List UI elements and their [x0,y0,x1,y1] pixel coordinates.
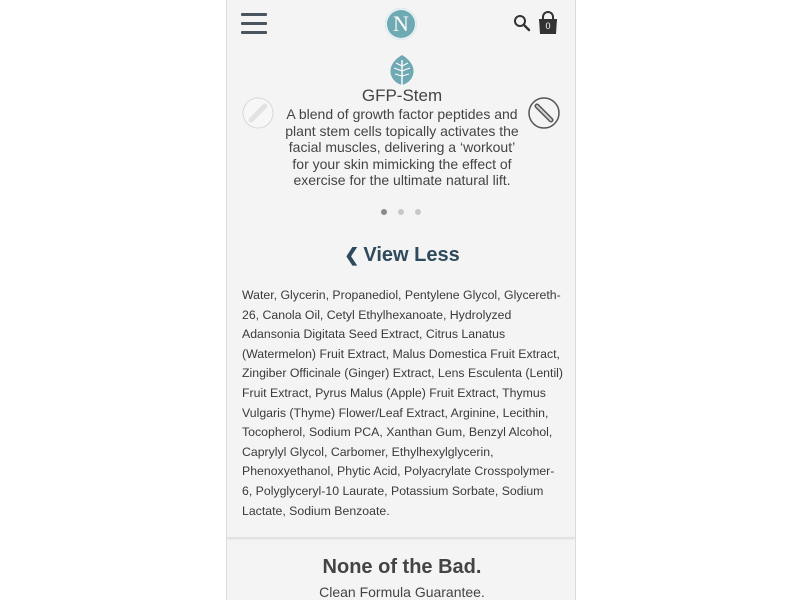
carousel-dots [377,209,427,217]
slide-title: GFP-Stem [361,86,443,105]
shopping-bag-icon[interactable] [537,11,559,35]
section-divider [227,537,576,540]
arrow-prev-icon[interactable] [242,97,274,129]
site-header [227,0,576,48]
search-icon[interactable] [513,14,531,32]
ingredients-list: Water, Glycerin, Propanediol, Pentylene Glycol, Glycereth-26, Canola Oil, Cetyl Ethylhexanoate, Hydrolyzed Adansonia Digitata Seed Extract, Citrus Lanatus (Watermelon) Fruit Extract, Malus Domestica Fruit Extract, Zingiber Officinale (Ginger) Extract, Lens Esculenta (Lentil) Fruit Extract, Pyrus Malus (Apple) Fruit Extract, Thymus Vulgaris (Thyme) Flower/Leaf Extract, Arginine, Lecithin, Tocopherol, Sodium PCA, Xanthan Gum, Benzyl Alcohol, Caprylyl Glycol, Carbomer, Ethylhexylglycerin, Phenoxyethanol, Phytic Acid, Polyacrylate Crosspolymer-6, Polyglyceryl-10 Laurate, Potassium Sorbate, Sodium Lactate, Sodium Benzoate. [242,288,563,518]
carousel-dot-3[interactable] [415,209,421,215]
arrow-next-icon[interactable] [528,97,560,129]
view-less-label: View Less [363,244,460,266]
carousel-dot-2[interactable] [398,209,404,215]
hamburger-menu-icon[interactable] [241,12,267,34]
brand-logo[interactable]: N [385,8,417,40]
view-less-button[interactable] [227,244,576,267]
mobile-viewport [226,0,576,600]
slide-description: A blend of growth factor peptides and plant stem cells topically activates the facial muscles, delivering a ‘workout’ for your skin mimicking the effect of exercise for the ultimate natural lift. [285,106,519,188]
promo-title: None of the Bad. [322,556,482,578]
leaf-icon [387,54,417,88]
cart-count-badge: 0 [545,21,551,31]
carousel-dot-1[interactable] [381,209,387,215]
chevron-left-icon: ❮ [344,245,360,265]
promo-subtitle: Clean Formula Guarantee. [319,584,485,600]
